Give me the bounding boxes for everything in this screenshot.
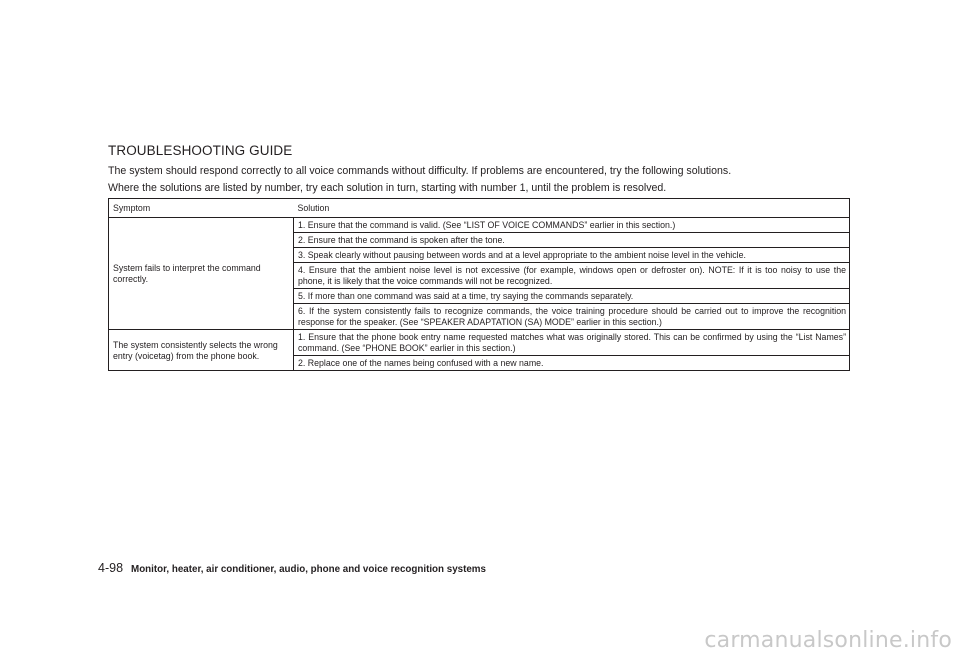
solution-cell: 1. Ensure that the phone book entry name requested matches what was originally stored. This can be confirmed by using the “List Names” command. (See “PHONE BOOK” earlier in this section.) <box>294 330 850 356</box>
symptom-cell: System fails to interpret the command correctly. <box>109 218 294 330</box>
solution-cell: 3. Speak clearly without pausing between words and at a level appropriate to the ambient noise level in the vehicle. <box>294 248 850 263</box>
troubleshooting-table <box>108 198 850 371</box>
intro-paragraph-1: The system should respond correctly to all voice commands without difficulty. If problems are encountered, try the following solutions. <box>108 165 732 177</box>
solution-cell: 6. If the system consistently fails to recognize commands, the voice training procedure should be carried out to improve the recognition response for the speaker. (See “SPEAKER ADAPTATION (SA) MODE” earlier in this section.) <box>294 304 850 330</box>
table-row <box>109 218 850 233</box>
watermark: carmanualsonline.info <box>704 628 952 653</box>
intro-paragraph-2: Where the solutions are listed by number, try each solution in turn, starting with number 1, until the problem is resolved. <box>108 182 667 194</box>
section-heading: TROUBLESHOOTING GUIDE <box>108 143 293 158</box>
footer-section-title: Monitor, heater, air conditioner, audio, phone and voice recognition systems <box>131 564 486 575</box>
solution-cell: 2. Replace one of the names being confused with a new name. <box>294 356 850 371</box>
symptom-cell: The system consistently selects the wrong entry (voicetag) from the phone book. <box>109 330 294 371</box>
solution-cell: 5. If more than one command was said at a time, try saying the commands separately. <box>294 289 850 304</box>
header-symptom: Symptom <box>109 199 294 218</box>
table-row <box>109 330 850 356</box>
solution-cell: 4. Ensure that the ambient noise level is not excessive (for example, windows open or defroster on). NOTE: If it is too noisy to use the phone, it is likely that the voice commands will not be recognized. <box>294 263 850 289</box>
page-footer <box>98 561 486 575</box>
header-solution: Solution <box>294 199 850 218</box>
page-number: 4-98 <box>98 561 124 575</box>
solution-cell: 2. Ensure that the command is spoken after the tone. <box>294 233 850 248</box>
table-header-row <box>109 199 850 218</box>
solution-cell: 1. Ensure that the command is valid. (See “LIST OF VOICE COMMANDS” earlier in this section.) <box>294 218 850 233</box>
